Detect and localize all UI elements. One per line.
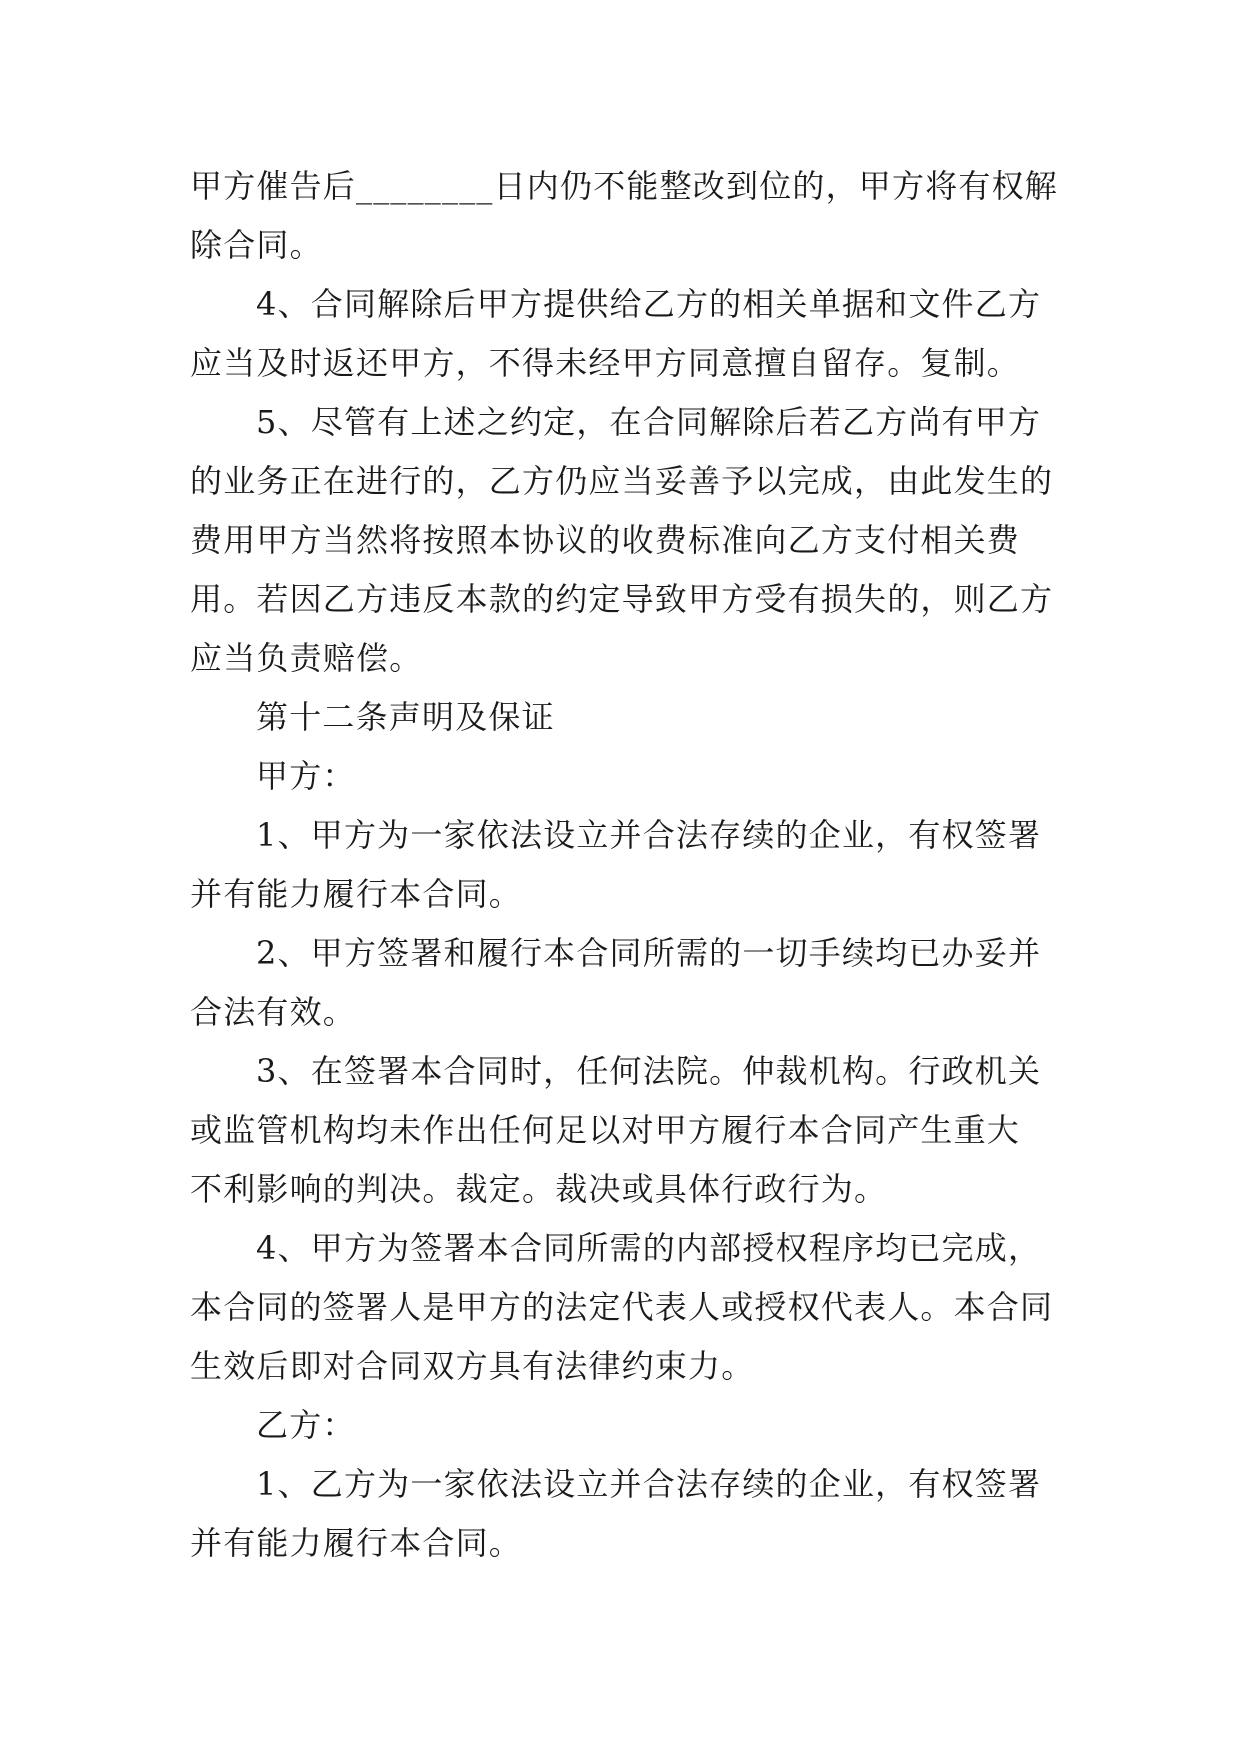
text-line: 第十二条声明及保证: [256, 698, 555, 736]
text-line: 不利影响的判决。裁定。裁决或具体行政行为。: [190, 1170, 888, 1208]
text-line: 本合同的签署人是甲方的法定代表人或授权代表人。本合同: [190, 1288, 1054, 1326]
text-line: 甲方催告后________日内仍不能整改到位的，甲方将有权解: [190, 167, 1059, 205]
text-line: 5、尽管有上述之约定，在合同解除后若乙方尚有甲方: [256, 403, 1042, 441]
text-line: 1、乙方为一家依法设立并合法存续的企业，有权签署: [256, 1465, 1042, 1503]
text-line: 或监管机构均未作出任何足以对甲方履行本合同产生重大: [190, 1111, 1021, 1149]
text-line: 并有能力履行本合同。: [190, 1524, 523, 1562]
document-body: [190, 157, 1060, 1573]
text-line: 合法有效。: [190, 993, 357, 1031]
text-line: 应当负责赔偿。: [190, 639, 423, 677]
text-line: 乙方：: [256, 1406, 356, 1444]
text-line: 4、甲方为签署本合同所需的内部授权程序均已完成，: [256, 1229, 1042, 1267]
text-line: 并有能力履行本合同。: [190, 875, 523, 913]
text-line: 生效后即对合同双方具有法律约束力。: [190, 1347, 755, 1385]
text-line: 2、甲方签署和履行本合同所需的一切手续均已办妥并: [256, 934, 1042, 972]
text-line: 费用甲方当然将按照本协议的收费标准向乙方支付相关费: [190, 521, 1021, 559]
text-line: 甲方：: [256, 757, 356, 795]
text-line: 1、甲方为一家依法设立并合法存续的企业，有权签署: [256, 816, 1042, 854]
text-line: 除合同。: [190, 226, 323, 264]
text-line: 3、在签署本合同时，任何法院。仲裁机构。行政机关: [256, 1052, 1042, 1090]
text-line: 应当及时返还甲方，不得未经甲方同意擅自留存。复制。: [190, 344, 1021, 382]
text-line: 用。若因乙方违反本款的约定导致甲方受有损失的，则乙方: [190, 580, 1054, 618]
text-line: 的业务正在进行的，乙方仍应当妥善予以完成，由此发生的: [190, 462, 1054, 500]
text-line: 4、合同解除后甲方提供给乙方的相关单据和文件乙方: [256, 285, 1042, 323]
